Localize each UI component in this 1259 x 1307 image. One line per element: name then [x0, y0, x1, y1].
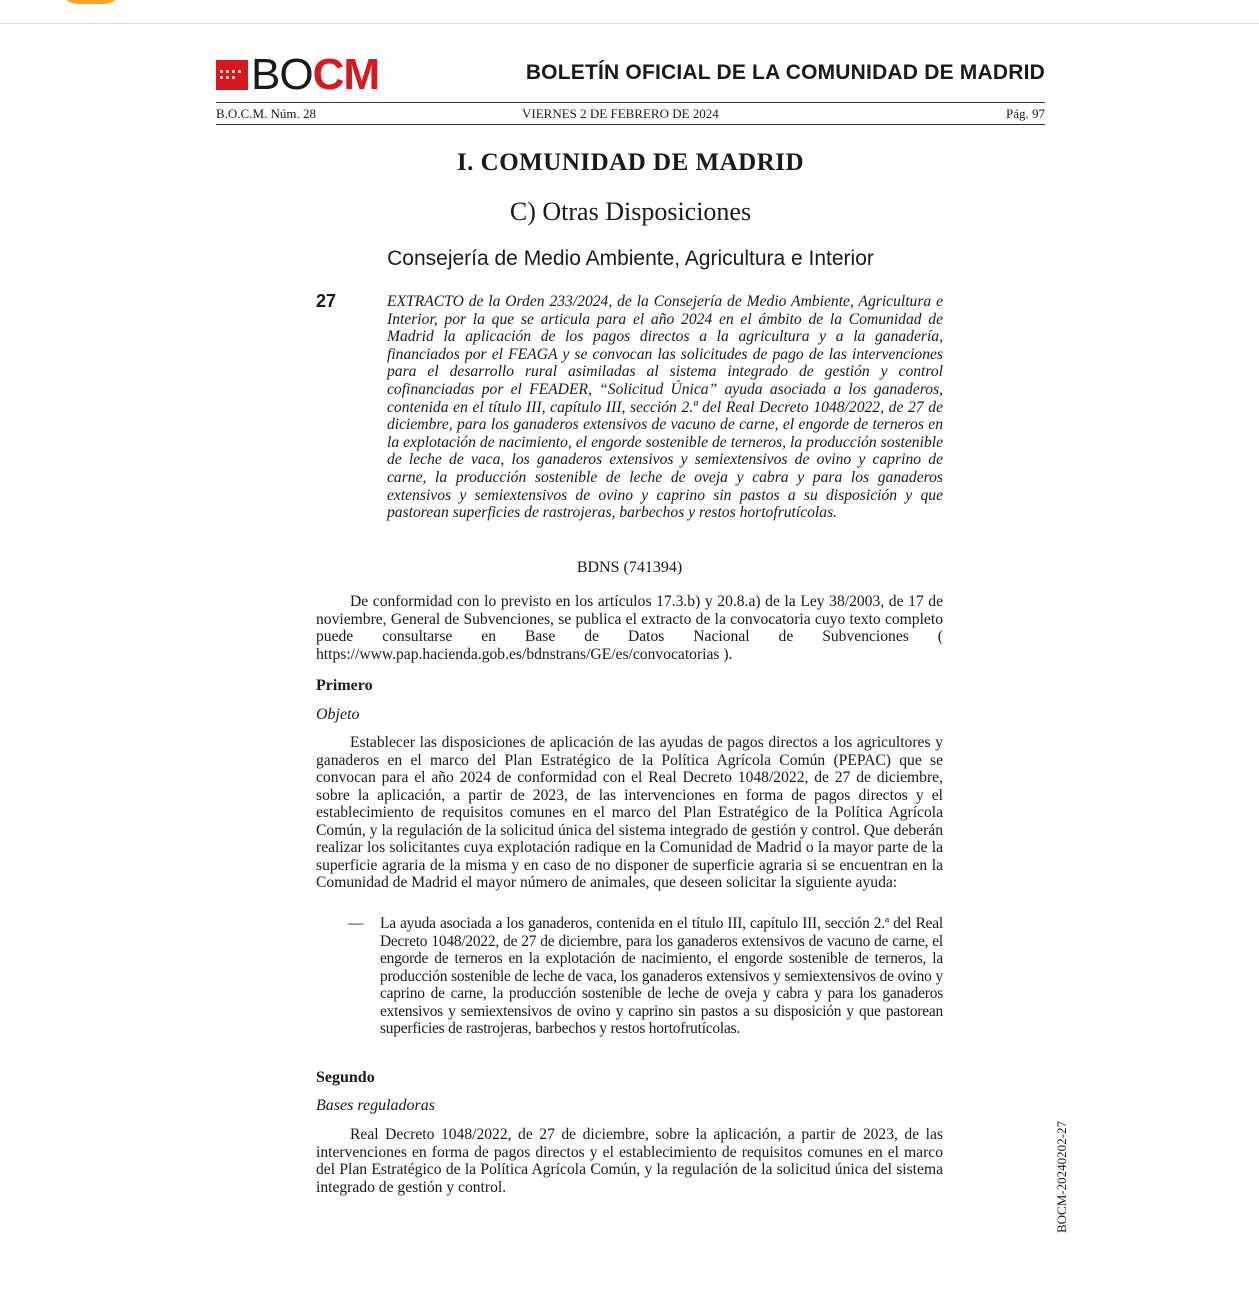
item-number: 27 [316, 291, 337, 311]
objeto-paragraph: Establecer las disposiciones de aplicación de las ayudas de pagos directos a los agricultores y ganaderos en el marco del Plan Estratégico de la Política Agrícola Común (PEPAC) que se convocan para el año 2024 de conformidad con el Real Decreto 1048/2022, de 27 de diciembre, sobre la aplicación, a partir de 2023, de las intervenciones en forma de pagos directos y el establecimiento de requisitos comunes en el marco del Plan Estratégico de la Política Agrícola Común, y la regulación de la solicitud única del sistema integrado de gestión y control. Que deberán realizar los solicitantes cuya explotación radique en la Comunidad de Madrid o la mayor parte de la superficie agraria de la misma y en caso de no disponer de superficie agraria si se encuentran en la Comunidad de Madrid el mayor número de animales, que deseen solicitar la siguiente ayuda: [316, 734, 943, 891]
madrid-flag-icon [216, 60, 248, 90]
bullet-dash: — [348, 915, 364, 932]
subheading-bases: Bases reguladoras [316, 1097, 435, 1114]
ministry-title: Consejería de Medio Ambiente, Agricultura e Interior [387, 247, 874, 270]
list-item [348, 915, 943, 1038]
document-code: BOCM-20240202-27 [1054, 1121, 1069, 1233]
document-page [0, 25, 1259, 1307]
page-number: Pág. 97 [1006, 106, 1045, 121]
app-badge-icon[interactable] [60, 0, 122, 4]
bulletin-title: BOLETÍN OFICIAL DE LA COMUNIDAD DE MADRID [525, 61, 1045, 84]
logo-wordmark: BOCM [251, 50, 380, 99]
issue-date: VIERNES 2 DE FEBRERO DE 2024 [522, 106, 719, 121]
extract-summary: EXTRACTO de la Orden 233/2024, de la Consejería de Medio Ambiente, Agricultura e Interior, por la que se articula para el año 2024 en el ámbito de la Comunidad de Madrid la aplicación de los pagos directos a la agricultura y a la ganadería, financiados por el FEAGA y se convocan las solicitudes de pago de las intervenciones para el desarrollo rural asimiladas al sistema integrado de gestión y control cofinanciadas por el FEADER, “Solicitud Única” ayuda asociada a los ganaderos, contenida en el título III, capítulo III, sección 2.ª del Real Decreto 1048/2022, de 27 de diciembre, para los ganaderos extensivos de vacuno de carne, el engorde de terneros en la explotación de nacimiento, el engorde sostenible de terneros, la producción sostenible de leche de vaca, los ganaderos extensivos y semiextensivos de ovino y caprino de carne, la producción sostenible de leche de oveja y cabra y para los ganaderos extensivos y semiextensivos de ovino y caprino sin pastos a su disposición y que pastorean superficies de rastrojeras, barbechos y restos hortofrutícolas. [387, 293, 943, 522]
bulletin-header [216, 52, 1045, 98]
top-bar [0, 0, 1259, 24]
bullet-text: La ayuda asociada a los ganaderos, contenida en el título III, capítulo III, sección 2.ª del Real Decreto 1048/2022, de 27 de diciembre, para los ganaderos extensivos de vacuno de carne, el engorde de terneros en la explotación de nacimiento, el engorde sostenible de terneros, la producción sostenible de leche de vaca, los ganaderos extensivos y semiextensivos de ovino y caprino de carne, la producción sostenible de leche de oveja y cabra y para los ganaderos extensivos y semiextensivos de ovino y caprino sin pastos a su disposición y que pastorean superficies de rastrojeras, barbechos y restos hortofrutícolas. [380, 915, 943, 1037]
subsection-title: C) Otras Disposiciones [509, 197, 752, 226]
heading-primero: Primero [316, 677, 373, 694]
subheading-objeto: Objeto [316, 706, 360, 723]
bases-paragraph: Real Decreto 1048/2022, de 27 de diciembre, sobre la aplicación, a partir de 2023, de las intervenciones en forma de pagos directos y el establecimiento de requisitos comunes en el marco del Plan Estratégico de la Política Agrícola Común, y la regulación de la solicitud única del sistema integrado de gestión y control. [316, 1126, 943, 1196]
part-title: I. COMUNIDAD DE MADRID [456, 149, 805, 176]
heading-segundo: Segundo [316, 1069, 375, 1086]
bdns-reference: BDNS (741394) [576, 559, 683, 576]
bocm-logo [216, 52, 379, 98]
issue-number: B.O.C.M. Núm. 28 [216, 106, 317, 121]
intro-paragraph: De conformidad con lo previsto en los artículos 17.3.b) y 20.8.a) de la Ley 38/2003, de 17 de noviembre, General de Subvenciones, se publica el extracto de la convocatoria cuyo texto completo puede consultarse en Base de Datos Nacional de Subvenciones ( https://www.pap.hacienda.gob.es/bdnstrans/GE/es/convocatorias ). [316, 593, 943, 663]
issue-info-bar [216, 102, 1045, 125]
